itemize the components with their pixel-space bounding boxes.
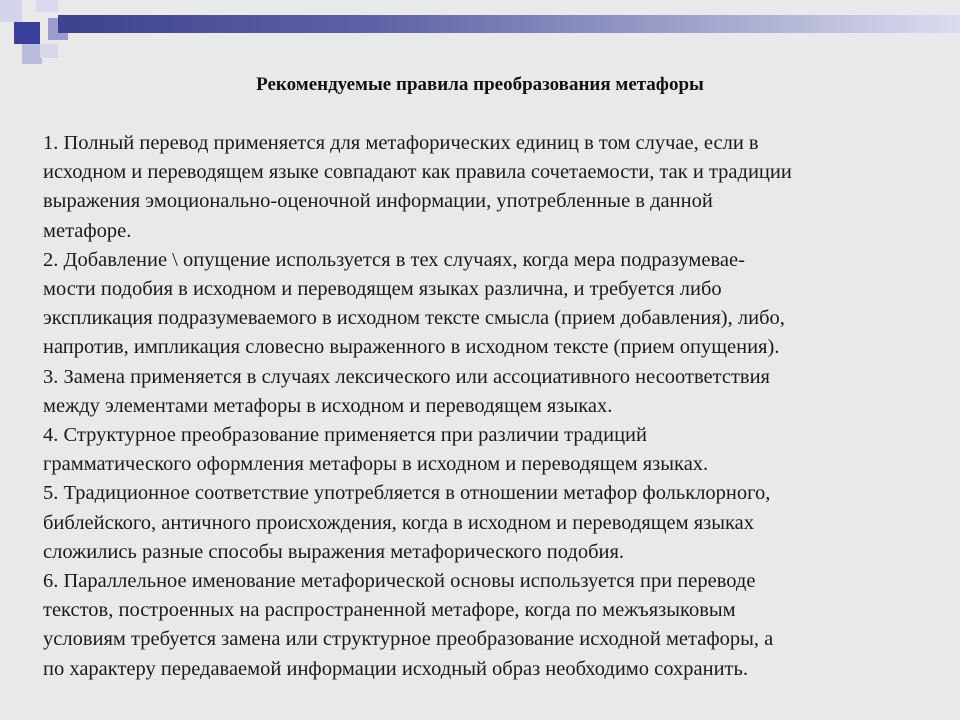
text-line: 1. Полный перевод применяется для метафорических единиц в том случае, если в [43,132,759,154]
text-line: грамматического оформления метафоры в исходном и переводящем языках. [43,453,709,476]
text-line: напротив, импликация словесно выраженного в исходном тексте (прием опущения). [43,336,780,359]
decor-square [22,44,42,64]
slide-body [43,129,943,684]
text-line: 3. Замена применяется в случаях лексического или ассоциативного несоответствия [43,365,770,388]
text-line: метафоре. [43,219,132,242]
decor-square [36,0,58,12]
text-line: сложились разные способы выражения метафорического подобия. [43,540,625,563]
text-line: условиям требуется замена или структурное преобразование исходной метафоры, а [43,628,774,651]
text-line: 5. Традиционное соответствие употребляется в отношении метафор фольклорного, [43,482,771,505]
header-gradient-bar [58,15,960,33]
slide-title: Рекомендуемые правила преобразования метафоры [256,74,704,95]
text-line: 6. Параллельное именование метафорической основы используется при переводе [43,570,756,593]
decor-square [14,22,40,44]
text-line: по характеру передаваемой информации исходный образ необходимо сохранить. [43,657,748,680]
text-line: между элементами метафоры в исходном и переводящем языках. [43,394,613,417]
text-line: исходном и переводящем языке совпадают как правила сочетаемости, так и традиции [43,161,792,184]
text-line: 4. Структурное преобразование применяется при различии традиций [43,424,647,447]
text-line: экспликация подразумеваемого в исходном тексте смысла (прием добавления), либо, [43,307,785,330]
text-line: выражения эмоционально-оценочной информации, употребленные в данной [43,190,713,213]
decor-square [40,44,58,58]
text-line: библейского, античного происхождения, когда в исходном и переводящем языках [43,511,755,534]
text-line: 2. Добавление \ опущение используется в тех случаях, когда мера подразумевае- [43,248,745,271]
decor-square [0,0,22,22]
text-line: текстов, построенных на распространенной метафоре, когда по межъязыковым [43,599,736,622]
text-line: мости подобия в исходном и переводящем языках различна, и требуется либо [43,278,722,301]
